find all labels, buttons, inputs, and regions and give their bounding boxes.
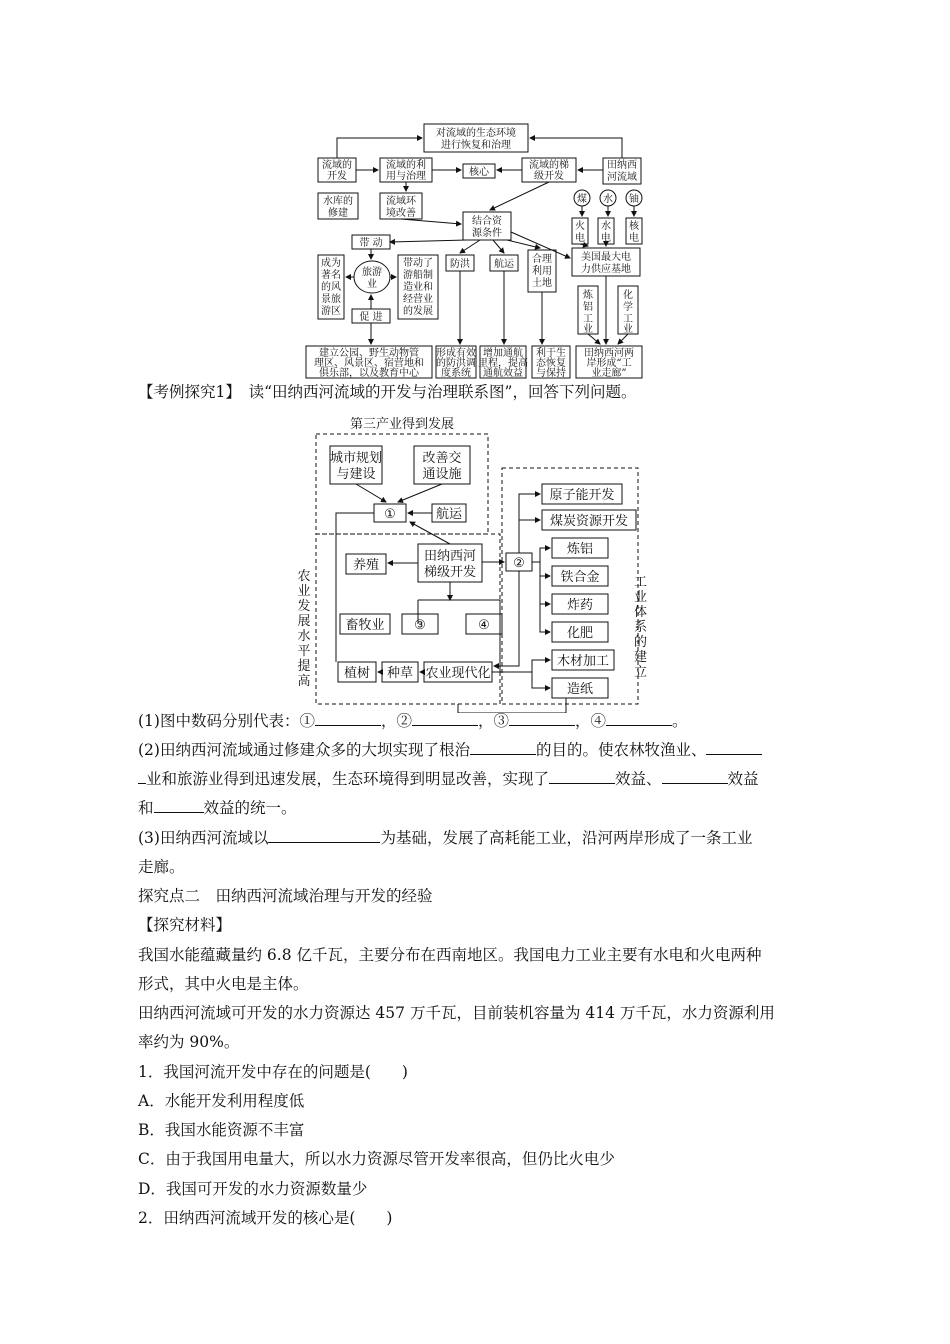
question-2-line-1: (2)田纳西河流域通过修建众多的大坝实现了根治 的目的。使农林牧渔业、	[138, 738, 762, 762]
svg-text:级开发: 级开发	[534, 171, 564, 182]
material-paragraph-1b: 形式，其中火电是主体。	[138, 975, 309, 993]
svg-text:业走廊”: 业走廊”	[591, 368, 627, 379]
d2-fert: 化肥	[566, 626, 594, 641]
svg-text:的防洪调: 的防洪调	[436, 358, 476, 369]
d1-coal: 煤	[577, 194, 587, 205]
option-a: A．水能开发利用程度低	[138, 1092, 305, 1110]
svg-text:水: 水	[601, 221, 611, 232]
svg-text:业: 业	[583, 324, 593, 335]
svg-text:立: 立	[633, 665, 647, 680]
svg-text:通设施: 通设施	[422, 467, 462, 482]
svg-text:火: 火	[575, 221, 585, 232]
svg-text:业: 业	[367, 279, 377, 290]
svg-text:学: 学	[623, 302, 633, 313]
question-1: (1)图中数码分别代表：① ，② ，③ ，④ 。	[138, 709, 688, 733]
svg-text:核: 核	[629, 221, 639, 232]
svg-text:建立公园、野生动物管: 建立公园、野生动物管	[319, 348, 419, 359]
svg-text:与保持: 与保持	[536, 368, 566, 379]
q2-blank-4[interactable]	[662, 767, 728, 784]
svg-text:流域环: 流域环	[386, 196, 416, 207]
svg-text:境改善: 境改善	[386, 208, 416, 219]
d2-wood: 木材加工	[556, 654, 610, 669]
d2-yangzhi: 养殖	[352, 558, 380, 573]
svg-text:体: 体	[633, 605, 647, 620]
svg-text:田纳西河两: 田纳西河两	[584, 348, 634, 359]
mc-question-1: 1．我国河流开发中存在的问题是( )	[138, 1063, 408, 1081]
svg-text:铝: 铝	[583, 302, 593, 313]
svg-text:俱乐部，以及教育中心: 俱乐部，以及教育中心	[319, 368, 419, 379]
option-d: D．我国可开发的水力资源数量少	[138, 1180, 368, 1198]
example-heading: 【考例探究1】 读“田纳西河流域的开发与治理联系图”，回答下列问题。	[138, 383, 637, 401]
q1-blank-3[interactable]	[509, 709, 575, 726]
material-paragraph-1a: 我国水能蕴藏量约 6.8 亿千瓦，主要分布在西南地区。我国电力工业主要有水电和火电两种	[138, 946, 762, 964]
svg-text:发: 发	[297, 599, 311, 614]
svg-text:电: 电	[575, 233, 585, 244]
svg-text:平: 平	[297, 644, 311, 659]
d2-coal: 煤炭资源开发	[549, 514, 629, 529]
svg-text:农: 农	[297, 569, 311, 584]
svg-text:力供应基地: 力供应基地	[581, 264, 631, 275]
svg-text:景旅: 景旅	[321, 294, 341, 305]
svg-text:经营业: 经营业	[403, 294, 433, 305]
svg-text:的: 的	[633, 635, 647, 650]
svg-text:业: 业	[623, 324, 633, 335]
svg-text:开发: 开发	[327, 171, 347, 182]
d2-explosive: 炸药	[566, 598, 594, 613]
svg-text:度系统: 度系统	[441, 368, 471, 379]
d2-nongye: 农业现代化	[425, 666, 491, 681]
svg-text:增加通航: 增加通航	[483, 348, 523, 359]
material-paragraph-2a: 田纳西河流域可开发的水力资源达 457 万千瓦，目前装机容量为 414 万千瓦，水力资源利用	[138, 1004, 775, 1022]
svg-text:田纳西河: 田纳西河	[423, 549, 477, 564]
svg-text:美国最大电: 美国最大电	[581, 252, 631, 263]
svg-text:水库的: 水库的	[323, 196, 353, 207]
d2-circle-4: ④	[478, 618, 490, 633]
d1-water: 水	[603, 194, 613, 205]
svg-text:的发展: 的发展	[403, 306, 433, 317]
svg-text:带动了: 带动了	[403, 258, 433, 269]
question-3-line-2: 走廊。	[138, 858, 185, 876]
svg-text:态恢复: 态恢复	[536, 358, 566, 369]
d2-circle-2: ②	[513, 556, 525, 571]
svg-text:系: 系	[633, 620, 647, 635]
svg-text:成为: 成为	[321, 258, 341, 269]
question-2-line-2: 业和旅游业得到迅速发展，生态环境得到明显改善，实现了 效益、 效益	[138, 767, 759, 791]
q2-blank-5[interactable]	[154, 796, 204, 813]
svg-text:用与治理: 用与治理	[386, 171, 426, 182]
d1-hexin: 核心	[469, 167, 489, 178]
d2-xumu: 畜牧业	[345, 618, 385, 633]
d2-al: 炼铝	[566, 542, 594, 557]
d1-top: 对流域的生态环境	[436, 128, 516, 139]
svg-text:修建: 修建	[328, 208, 348, 219]
question-3-line-1: (3)田纳西河流域以 为基础，发展了高耗能工业，沿河两岸形成了一条工业	[138, 826, 752, 850]
svg-text:水: 水	[297, 629, 311, 644]
svg-text:改善交: 改善交	[422, 451, 462, 466]
svg-text:炼: 炼	[583, 290, 593, 301]
d2-zhongcao: 种草	[386, 666, 414, 681]
material-paragraph-2b: 率约为 90%。	[138, 1033, 240, 1051]
q2-blank-3[interactable]	[549, 767, 615, 784]
svg-text:展: 展	[297, 614, 311, 629]
d1-hangyun: 航运	[494, 259, 514, 270]
svg-text:游船制: 游船制	[403, 270, 433, 281]
svg-text:工: 工	[633, 575, 647, 590]
svg-text:造业和: 造业和	[403, 282, 433, 293]
svg-text:合理: 合理	[532, 254, 552, 265]
svg-text:河流域: 河流域	[607, 172, 637, 183]
d2-circle-1: ①	[384, 507, 396, 522]
q2-blank-2[interactable]	[706, 738, 762, 755]
section-heading: 探究点二 田纳西河流域治理与开发的经验	[138, 887, 433, 905]
d1-fanghong: 防洪	[450, 259, 470, 270]
svg-text:旅游: 旅游	[362, 267, 382, 278]
svg-text:的风: 的风	[321, 282, 341, 293]
d1-daidong: 带 动	[359, 238, 383, 249]
svg-text:源条件: 源条件	[472, 228, 502, 239]
svg-text:工: 工	[623, 314, 633, 325]
svg-text:高: 高	[297, 674, 311, 689]
svg-text:流域的梯: 流域的梯	[529, 160, 569, 171]
svg-text:田纳西: 田纳西	[607, 160, 637, 171]
svg-text:电: 电	[601, 233, 611, 244]
svg-text:工: 工	[583, 314, 593, 325]
svg-text:城市规划: 城市规划	[329, 451, 383, 466]
d1-cujin: 促 进	[359, 312, 383, 323]
q3-blank-1[interactable]	[268, 826, 380, 843]
svg-text:业: 业	[297, 584, 311, 599]
material-heading: 【探究材料】	[138, 916, 232, 934]
q1-blank-2[interactable]	[412, 709, 478, 726]
svg-text:业: 业	[633, 590, 647, 605]
svg-text:建: 建	[633, 650, 647, 665]
tva-development-diagram	[300, 120, 650, 385]
question-2-line-3: 和 效益的统一。	[138, 796, 297, 820]
svg-text:游区: 游区	[321, 306, 341, 317]
d2-atomic: 原子能开发	[549, 488, 615, 503]
svg-text:岸形成“工: 岸形成“工	[586, 358, 632, 369]
svg-text:通航效益: 通航效益	[483, 368, 523, 379]
tva-association-diagram	[290, 408, 650, 713]
svg-text:理区、风景区、宿营地和: 理区、风景区、宿营地和	[314, 358, 424, 369]
svg-text:化: 化	[623, 290, 633, 301]
svg-text:流域的利: 流域的利	[386, 160, 426, 171]
option-b: B．我国水能资源不丰富	[138, 1121, 305, 1139]
d2-circle-3: ③	[414, 618, 426, 633]
svg-text:著名: 著名	[321, 270, 341, 281]
option-c: C．由于我国用电量大，所以水力资源尽管开发率很高，但仍比火电少	[138, 1150, 615, 1168]
svg-text:梯级开发: 梯级开发	[423, 565, 477, 580]
svg-text:结合资: 结合资	[472, 216, 502, 227]
d2-paper: 造纸	[566, 682, 594, 697]
d1-uranium: 铀	[629, 194, 639, 205]
svg-text:形成有效: 形成有效	[436, 348, 476, 359]
svg-text:流域的: 流域的	[322, 160, 352, 171]
mc-question-2: 2．田纳西河流域开发的核心是( )	[138, 1209, 393, 1227]
svg-text:进行恢复和治理: 进行恢复和治理	[441, 140, 511, 151]
svg-text:土地: 土地	[532, 278, 552, 289]
svg-text:与建设: 与建设	[336, 467, 376, 482]
q1-blank-4[interactable]	[606, 709, 672, 726]
svg-text:第三产业得到发展: 第三产业得到发展	[349, 417, 455, 432]
svg-text:电: 电	[629, 233, 639, 244]
svg-text:利用: 利用	[532, 266, 552, 277]
svg-text:里程，提高: 里程，提高	[478, 358, 528, 369]
svg-text:利于生: 利于生	[536, 348, 566, 359]
q2-blank-1[interactable]	[470, 738, 536, 755]
d2-hangyun: 航运	[435, 507, 463, 522]
d2-zhishu: 植树	[343, 666, 371, 681]
q1-blank-1[interactable]	[315, 709, 381, 726]
d2-alloy: 铁合金	[560, 570, 600, 585]
svg-text:提: 提	[297, 659, 311, 674]
